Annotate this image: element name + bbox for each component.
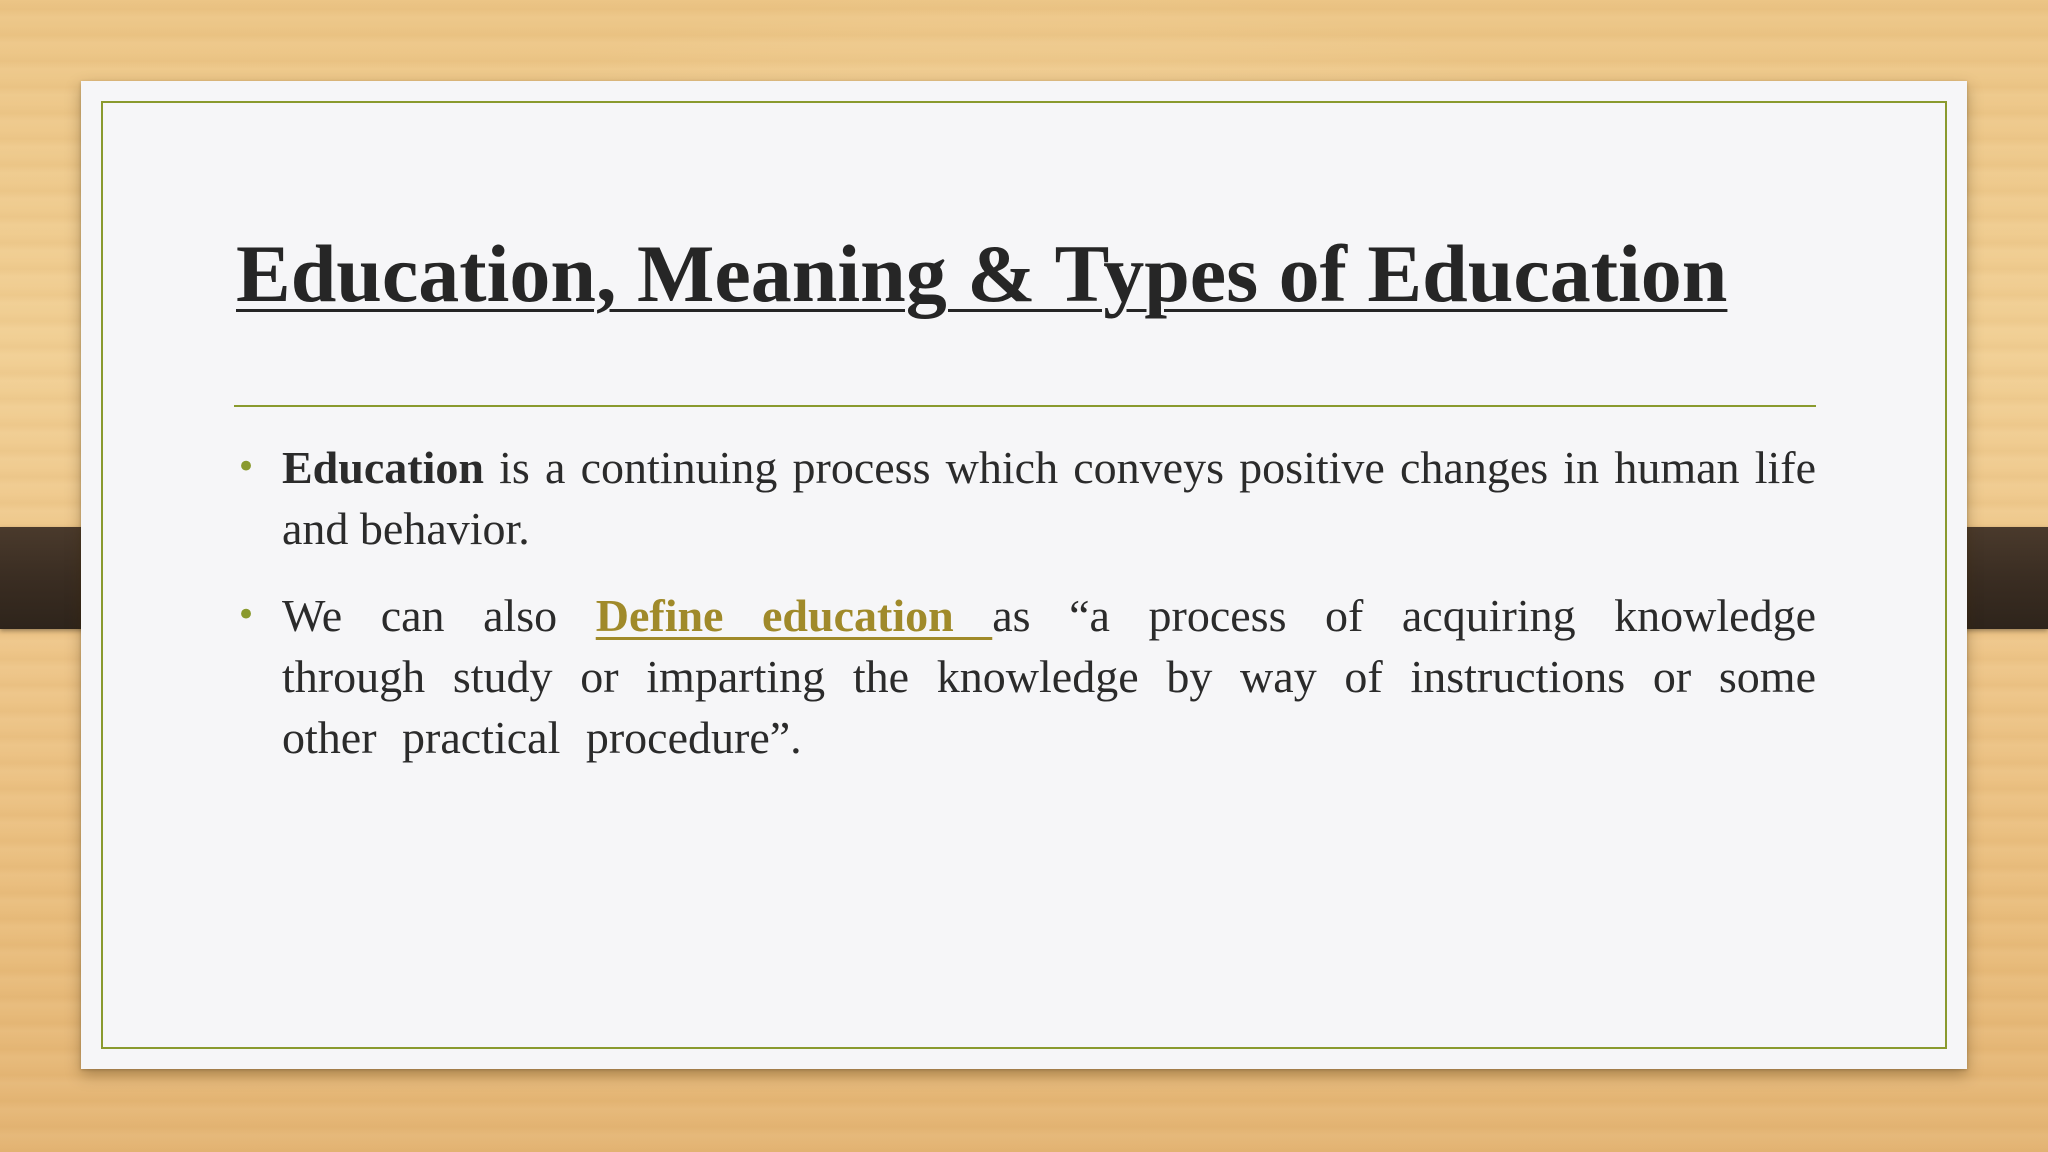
bullet-dot-icon: • xyxy=(236,447,257,487)
slide-paper xyxy=(81,81,1967,1069)
title-divider xyxy=(234,405,1816,407)
bullet-item-define-education xyxy=(234,585,1816,768)
bullet-dot-icon: • xyxy=(236,595,257,635)
bullet-text-before: We can also xyxy=(282,590,596,641)
bullet-lead-bold: Education xyxy=(282,442,484,493)
define-education-link[interactable]: Define education xyxy=(595,590,993,641)
bullet-text-after: as “a process of acquiring knowledge through study or imparting the knowledge by way of instructions or some other practical procedure”. xyxy=(282,590,1816,763)
bullet-text: is a continuing process which conveys positive changes in human life and behavior. xyxy=(282,442,1816,554)
slide-title: Education, Meaning & Types of Education xyxy=(236,228,1728,319)
bullet-list xyxy=(234,437,1816,794)
bullet-item-education-definition xyxy=(234,437,1816,559)
